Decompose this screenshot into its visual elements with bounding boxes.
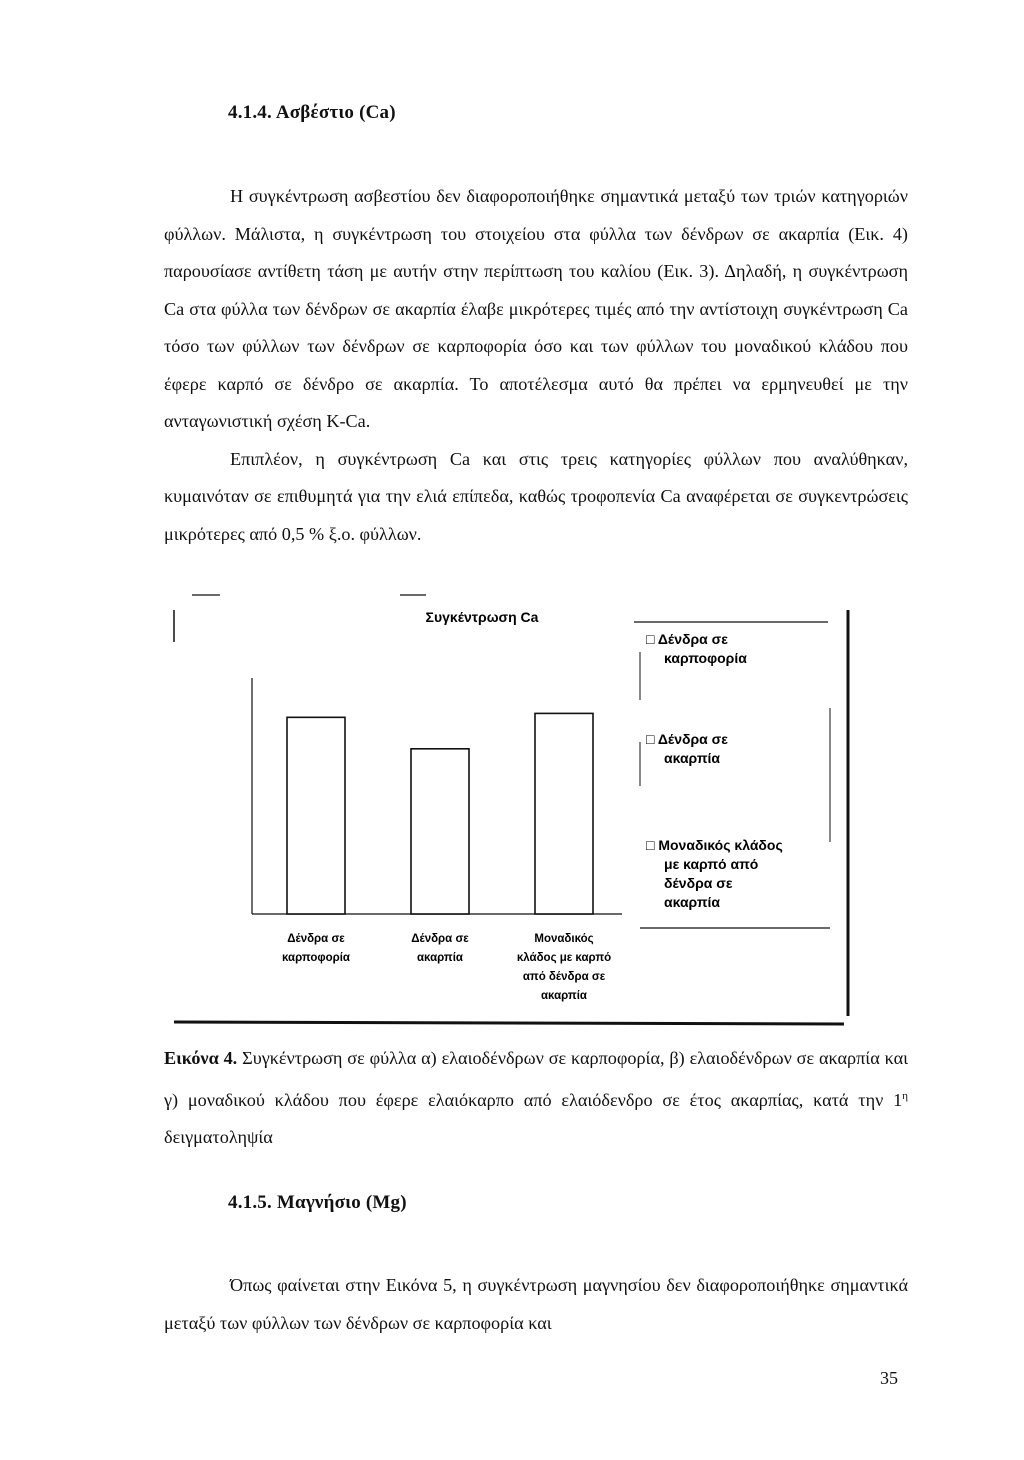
figure-caption [164, 1040, 908, 1157]
bars-group [287, 713, 593, 914]
calcium-bar-chart [164, 592, 864, 1032]
category-label-2-line-2: ακαρπία [416, 952, 464, 964]
paragraph-2: Επιπλέον, η συγκέντρωση Ca και στις τρεις κατηγορίες φύλλων που αναλύθηκαν, κυμαινόταν σε επιθυμητά για την ελιά επίπεδα, καθώς τροφοπενία Ca αναφέρεται σε συγκεντρώσεις μικρότερες από 0,5 % ξ.ο. φύλλων. [164, 448, 908, 544]
caption-text-end: δειγματοληψία [164, 1127, 273, 1148]
page-number: 35 [880, 1368, 898, 1388]
legend-group [646, 631, 783, 910]
calcium-text-block [164, 178, 908, 553]
chart-title: Συγκέντρωση Ca [425, 609, 539, 625]
figure-4-chart [164, 592, 864, 1032]
caption-text: Συγκέντρωση σε φύλλα α) ελαιοδένδρων σε καρποφορία, β) ελαιοδένδρων σε ακαρπία και γ) μοναδικού κλάδου που έφερε ελαιόκαρπο από ελαιόδενδρο σε έτος ακαρπίας, κατά την 1 [164, 1048, 909, 1110]
caption-superscript: η [902, 1089, 908, 1102]
category-labels-group [282, 933, 611, 1002]
bar-3 [535, 713, 593, 914]
section-heading-calcium: 4.1.4. Ασβέστιο (Ca) [228, 102, 396, 123]
category-label-3-line-1: Μοναδικός [534, 933, 594, 945]
category-label-3-line-4: ακαρπία [540, 990, 588, 1002]
legend-entry-3-line-4: ακαρπία [664, 894, 721, 910]
frame-bottom-border [174, 1022, 844, 1024]
legend-entry-3-line-2: με καρπό από [664, 856, 759, 872]
legend-entry-3-line-3: δένδρα σε [664, 875, 733, 891]
paragraph-magnesium: Όπως φαίνεται στην Εικόνα 5, η συγκέντρωση μαγνησίου δεν διαφοροποιήθηκε σημαντικά μεταξύ των φύλλων των δένδρων σε καρποφορία και [164, 1275, 908, 1333]
legend-entry-1-line-1: □ Δένδρα σε [646, 631, 728, 647]
category-label-3-line-3: από δένδρα σε [522, 971, 606, 983]
category-label-1-line-1: Δένδρα σε [287, 933, 345, 945]
magnesium-text-block [164, 1267, 908, 1342]
category-label-3-line-2: κλάδος με καρπό [516, 952, 612, 964]
category-label-1-line-2: καρποφορία [281, 952, 351, 964]
bar-2 [411, 749, 469, 914]
legend-entry-1-line-2: καρποφορία [664, 650, 747, 666]
section-heading-magnesium: 4.1.5. Μαγνήσιο (Mg) [228, 1192, 407, 1213]
bar-1 [287, 717, 345, 914]
category-label-2-line-1: Δένδρα σε [411, 933, 469, 945]
legend-entry-2-line-2: ακαρπία [664, 750, 721, 766]
caption-label: Εικόνα 4. [164, 1048, 238, 1068]
paragraph-1: Η συγκέντρωση ασβεστίου δεν διαφοροποιήθηκε σημαντικά μεταξύ των τριών κατηγοριών φύλλων. Μάλιστα, η συγκέντρωση του στοιχείου στα φύλλα των δένδρων σε ακαρπία (Εικ. 4) παρουσίασε αντίθετη τάση με αυτήν στην περίπτωση του καλίου (Εικ. 3). Δηλαδή, η συγκέντρωση Ca στα φύλλα των δένδρων σε ακαρπία έλαβε μικρότερες τιμές από την αντίστοιχη συγκέντρωση Ca τόσο των φύλλων των δένδρων σε καρποφορία όσο και των φύλλων του μοναδικού κλάδου που έφερε καρπό σε δένδρο σε ακαρπία. Το αποτέλεσμα αυτό θα πρέπει να ερμηνευθεί με την ανταγωνιστική σχέση K-Ca. [164, 186, 908, 431]
legend-entry-2-line-1: □ Δένδρα σε [646, 731, 728, 747]
legend-entry-3-line-1: □ Μοναδικός κλάδος [646, 837, 783, 853]
